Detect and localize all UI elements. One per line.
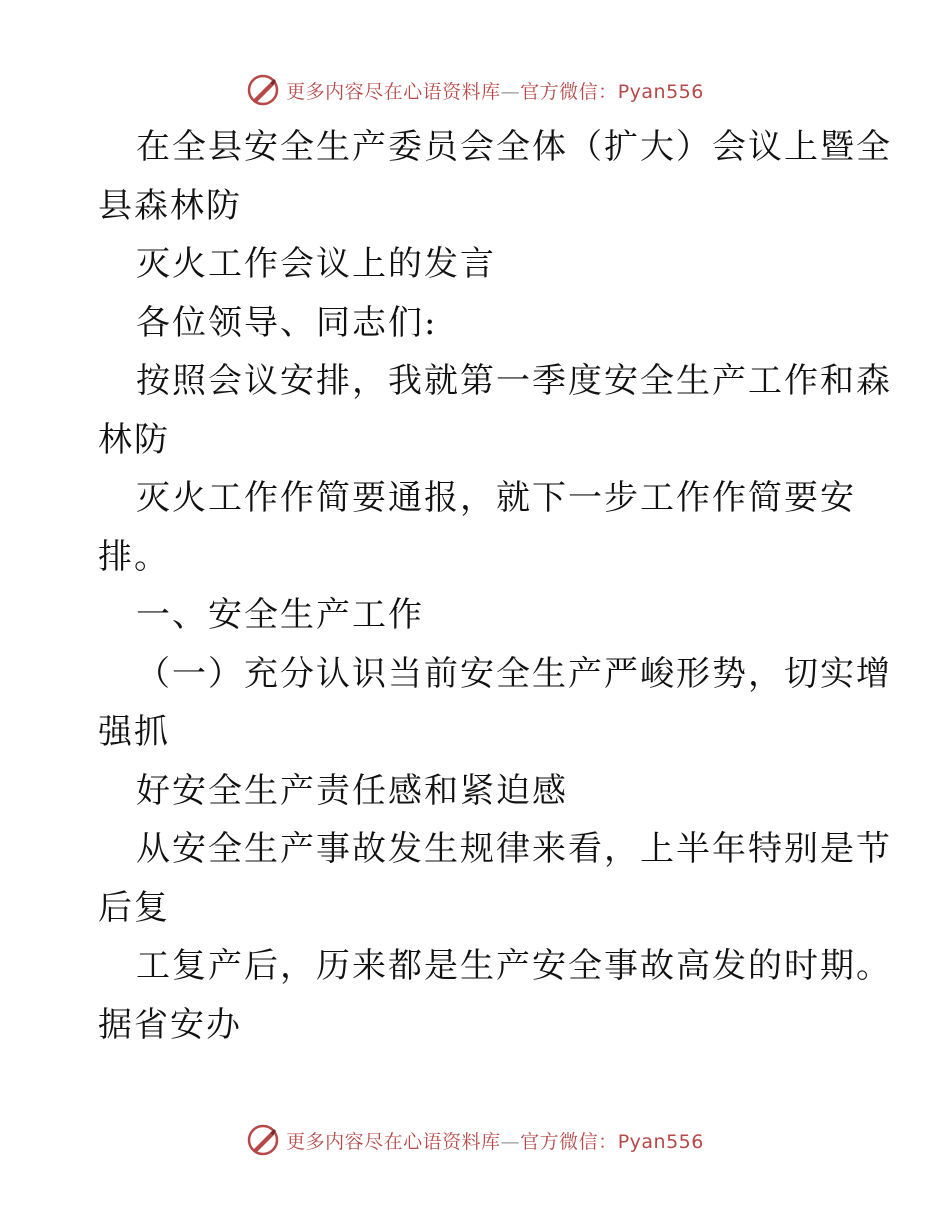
text-line: 县森林防 — [98, 185, 242, 226]
quill-pen-circle-icon — [246, 73, 280, 107]
text-line: 好安全生产责任感和紧迫感 — [136, 770, 568, 811]
text-line: 排。 — [98, 536, 170, 577]
watermark-wechat-label: 官方微信： — [520, 1130, 618, 1153]
watermark-wechat-id: Pyan556 — [617, 80, 704, 103]
watermark-wechat-id: Pyan556 — [617, 1130, 704, 1153]
text-line: 工复产后，历来都是生产安全事故高发的时期。 — [136, 946, 892, 986]
text-line: 强抓 — [98, 712, 170, 752]
text-line: 灭火工作作简要通报，就下一步工作作简要安 — [136, 478, 856, 518]
footer-watermark — [0, 1120, 950, 1160]
text-line: 一、安全生产工作 — [136, 595, 424, 635]
watermark-site-text: 更多内容尽在心语资料库 — [286, 1130, 501, 1153]
text-line: 后复 — [98, 887, 170, 928]
text-line: 各位领导、同志们: — [136, 302, 438, 343]
watermark-separator: — — [500, 80, 521, 103]
watermark-separator: — — [500, 1130, 521, 1153]
watermark-site-text: 更多内容尽在心语资料库 — [286, 80, 501, 103]
text-line: 灭火工作会议上的发言 — [136, 244, 496, 284]
header-watermark — [0, 70, 950, 110]
document-body — [98, 118, 892, 1054]
text-line: 林防 — [98, 419, 170, 460]
watermark-text — [286, 77, 704, 104]
text-line: 在全县安全生产委员会全体（扩大）会议上暨全 — [136, 127, 892, 167]
text-line: 按照会议安排，我就第一季度安全生产工作和森 — [136, 361, 892, 401]
quill-pen-circle-icon — [246, 1123, 280, 1157]
text-line: 从安全生产事故发生规律来看，上半年特别是节 — [136, 829, 892, 869]
watermark-text — [286, 1127, 704, 1154]
watermark-wechat-label: 官方微信： — [520, 80, 618, 103]
text-line: （一）充分认识当前安全生产严峻形势，切实增 — [136, 653, 892, 694]
text-line: 据省安办 — [98, 1004, 242, 1045]
